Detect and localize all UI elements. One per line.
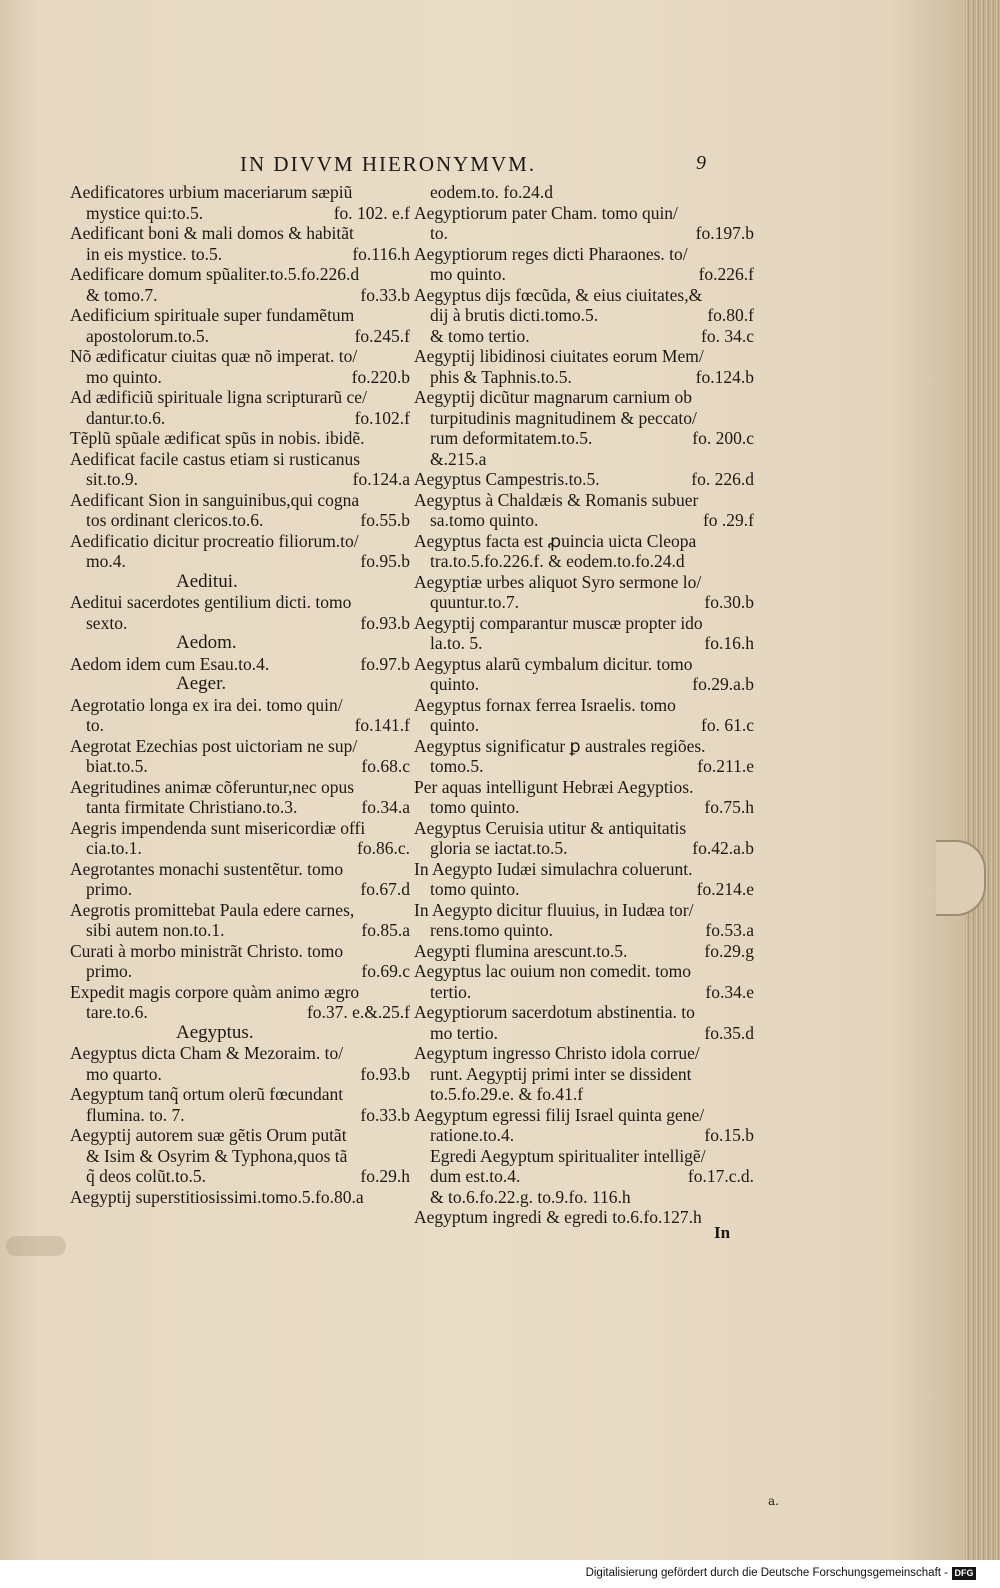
entry-text: in eis mystice. to.5. xyxy=(86,243,223,264)
index-entry-line xyxy=(414,408,754,429)
entry-text: In Aegypto Iudæi simulachra coluerunt. xyxy=(414,858,693,879)
index-entry-line xyxy=(70,900,410,921)
entry-text: Aedom idem cum Esau.to.4. xyxy=(70,653,270,674)
index-entry-line xyxy=(414,695,754,716)
index-entry-line xyxy=(414,1064,754,1085)
index-entry-line xyxy=(414,756,754,777)
entry-text: Aegyptus Campestris.to.5. xyxy=(414,469,600,489)
index-entry-line xyxy=(70,818,410,839)
entry-text: Aegrotis promittebat Paula edere carnes, xyxy=(70,899,355,920)
folio-reference: fo.80.f xyxy=(707,305,754,325)
index-entry-line xyxy=(414,1146,754,1167)
index-entry-line xyxy=(70,408,410,429)
entry-text: tomo.5. xyxy=(430,756,484,776)
index-entry-line xyxy=(70,961,410,982)
index-entry-line xyxy=(414,879,754,900)
index-entry-line xyxy=(70,879,410,900)
page-edges xyxy=(965,0,1000,1560)
index-entry-line xyxy=(414,428,754,449)
index-heading xyxy=(70,674,410,695)
folio-number: 9 xyxy=(696,152,708,174)
entry-text: Aegyptus dijs fœcũda, & eius ciuitates,& xyxy=(414,284,703,305)
entry-text: mo quinto. xyxy=(86,366,162,387)
entry-text: Aegypti flumina arescunt.to.5. xyxy=(414,940,628,961)
index-entry-line xyxy=(70,490,410,511)
entry-text: Aegrotatio longa ex ira dei. tomo quin/ xyxy=(70,694,343,715)
footer-text: Digitalisierung gefördert durch die Deutsche Forschungsgemeinschaft - xyxy=(585,1567,948,1579)
entry-text: Curati à morbo ministrãt Christo. tomo xyxy=(70,940,344,961)
folio-reference: fo.34.e xyxy=(705,981,754,1002)
index-entry-line xyxy=(70,449,410,470)
index-entry-line xyxy=(414,469,754,490)
entry-text: In Aegypto dicitur fluuius, in Iudæa tor/ xyxy=(414,899,694,920)
index-entry-line xyxy=(414,818,754,839)
entry-text: to. xyxy=(430,223,448,243)
folio-reference: fo.226.f xyxy=(698,264,754,284)
folio-reference: fo. 226.d xyxy=(691,469,754,489)
index-entry-line xyxy=(70,654,410,675)
entry-text: Aegyptus facta est ꝓuincia uicta Cleopa xyxy=(414,530,697,551)
entry-text: cia.to.1. xyxy=(86,838,142,858)
index-entry-line xyxy=(70,592,410,613)
folio-reference: fo.102.f xyxy=(354,407,410,428)
index-entry-line xyxy=(70,203,410,224)
index-entry-line xyxy=(70,1084,410,1105)
index-entry-line xyxy=(414,797,754,818)
folio-reference: fo.33.b xyxy=(360,1104,410,1125)
entry-text: Aegyptus alarũ cymbalum dicitur. tomo xyxy=(414,653,693,674)
entry-text: Expedit magis corpore quàm animo ægro xyxy=(70,981,360,1002)
index-entry-line xyxy=(70,182,410,203)
entry-text: Aegyptum tanq̃ ortum olerũ fœcundant xyxy=(70,1084,344,1104)
index-entry-line xyxy=(414,654,754,675)
entry-text: Aegyptus Ceruisia utitur & antiquitatis xyxy=(414,817,687,838)
folio-reference: fo.55.b xyxy=(360,510,410,530)
index-entry-line xyxy=(414,572,754,593)
entry-text: tomo quinto. xyxy=(430,797,520,817)
index-entry-line xyxy=(70,777,410,798)
entry-text: Aegyptij libidinosi ciuitates eorum Mem/ xyxy=(414,346,704,366)
entry-text: Tẽplũ spũale ædificat spũs in nobis. ibidẽ. xyxy=(70,428,365,448)
entry-text: Aegyptus dicta Cham & Mezoraim. to/ xyxy=(70,1043,344,1063)
folio-reference: fo.75.h xyxy=(704,797,754,817)
index-entry-line xyxy=(414,1043,754,1064)
index-entry-line xyxy=(414,941,754,962)
index-entry-line xyxy=(414,346,754,367)
index-entry-line xyxy=(70,326,410,347)
folio-reference: fo.116.h xyxy=(352,243,410,264)
folio-reference: fo. 61.c xyxy=(701,715,754,735)
folio-reference: fo.93.b xyxy=(360,1063,410,1084)
index-entry-line xyxy=(414,982,754,1003)
entry-text: Aegyptum ingredi & egredi to.6.fo.127.h xyxy=(414,1207,702,1227)
entry-text: Aegyptiorum sacerdotum abstinentia. to xyxy=(414,1002,695,1022)
index-entry-line xyxy=(70,695,410,716)
index-entry-line xyxy=(70,1105,410,1126)
folio-reference: fo.95.b xyxy=(360,551,410,571)
entry-text: sibi autem non.to.1. xyxy=(86,920,225,940)
index-entry-line xyxy=(414,182,754,203)
index-entry-line xyxy=(414,1166,754,1187)
page-tab-marker xyxy=(936,840,986,916)
entry-text: Aedom. xyxy=(176,632,237,653)
entry-text: dantur.to.6. xyxy=(86,407,166,428)
page-header xyxy=(240,152,760,180)
entry-text: quuntur.to.7. xyxy=(430,592,519,612)
index-entry-line xyxy=(414,223,754,244)
folio-reference: fo.124.b xyxy=(695,366,754,387)
folio-reference: fo.34.a xyxy=(361,797,410,817)
index-entry-line xyxy=(70,510,410,531)
entry-text: dum est.to.4. xyxy=(430,1166,521,1186)
entry-text: Aegrotat Ezechias post uictoriam ne sup/ xyxy=(70,735,358,756)
entry-text: Aegyptum egressi filij Israel quinta gene/ xyxy=(414,1104,705,1125)
folio-reference: fo.29.h xyxy=(360,1166,410,1186)
entry-text: Aegyptij comparantur muscæ propter ido xyxy=(414,612,703,633)
index-entry-line xyxy=(414,1125,754,1146)
entry-text: tertio. xyxy=(430,981,472,1002)
index-entry-line xyxy=(414,203,754,224)
entry-text: Aedificat facile castus etiam si rusticanus xyxy=(70,448,361,469)
entry-text: Aegyptus à Chaldæis & Romanis subuer xyxy=(414,489,699,510)
folio-reference: fo.69.c xyxy=(361,961,410,981)
index-entry-line xyxy=(414,1187,754,1208)
entry-text: mo tertio. xyxy=(430,1022,499,1043)
index-entry-line xyxy=(70,838,410,859)
entry-text: Aeger. xyxy=(176,673,227,694)
folio-reference: fo.53.a xyxy=(705,920,754,940)
index-entry-line xyxy=(414,449,754,470)
paper-stain xyxy=(6,1236,66,1256)
index-entry-line xyxy=(414,326,754,347)
folio-reference: fo.68.c xyxy=(361,756,410,776)
entry-text: Aegrotantes monachi sustentẽtur. tomo xyxy=(70,858,344,879)
entry-text: Aegyptij autorem suæ gẽtis Orum putãt xyxy=(70,1125,347,1145)
entry-text: biat.to.5. xyxy=(86,756,148,776)
index-entry-line xyxy=(70,756,410,777)
folio-reference: fo.67.d xyxy=(360,879,410,899)
entry-text: sexto. xyxy=(86,612,128,633)
index-heading xyxy=(70,1023,410,1044)
folio-reference: fo. 102. e.f xyxy=(333,202,410,223)
folio-reference: fo.141.f xyxy=(354,715,410,735)
index-entry-line xyxy=(414,1105,754,1126)
index-entry-line xyxy=(70,1002,410,1023)
index-entry-line xyxy=(70,244,410,265)
index-entry-line xyxy=(70,1043,410,1064)
index-entry-line xyxy=(414,920,754,941)
entry-text: tare.to.6. xyxy=(86,1002,148,1022)
entry-text: Aedificatores urbium maceriarum sæpiũ xyxy=(70,182,353,202)
entry-text: & tomo.7. xyxy=(86,284,158,305)
index-entry-line xyxy=(414,285,754,306)
folio-reference: fo.42.a.b xyxy=(692,838,754,858)
index-entry-line xyxy=(70,387,410,408)
index-entry-line xyxy=(70,367,410,388)
entry-text: tanta firmitate Christiano.to.3. xyxy=(86,797,298,817)
index-entry-line xyxy=(70,1187,410,1208)
index-entry-line xyxy=(414,859,754,880)
entry-text: primo. xyxy=(86,961,133,981)
index-entry-line xyxy=(414,592,754,613)
entry-text: Aegyptij dicũtur magnarum carnium ob xyxy=(414,387,692,407)
index-entry-line xyxy=(70,715,410,736)
index-entry-line xyxy=(70,920,410,941)
index-entry-line xyxy=(70,1125,410,1146)
entry-text: Aegyptum ingresso Christo idola corrue/ xyxy=(414,1043,700,1063)
index-entry-line xyxy=(70,1146,410,1167)
folio-reference: fo.30.b xyxy=(704,592,754,612)
entry-text: Per aquas intelligunt Hebræi Aegyptios. xyxy=(414,776,694,797)
entry-text: gloria se iactat.to.5. xyxy=(430,838,568,858)
index-entry-line xyxy=(414,633,754,654)
entry-text: Aegyptiorum pater Cham. tomo quin/ xyxy=(414,202,678,223)
index-entry-line xyxy=(414,736,754,757)
index-entry-line xyxy=(414,387,754,408)
index-entry-line xyxy=(414,1084,754,1105)
folio-reference: fo.124.a xyxy=(352,469,410,489)
entry-text: Egredi Aegyptum spiritualiter intelligẽ/ xyxy=(430,1145,706,1166)
index-entry-line xyxy=(70,613,410,634)
entry-text: Aeditui. xyxy=(176,570,238,592)
entry-text: dij à brutis dicti.tomo.5. xyxy=(430,305,599,325)
entry-text: mo quinto. xyxy=(430,264,506,284)
entry-text: mo quarto. xyxy=(86,1063,162,1084)
index-entry-line xyxy=(414,1207,754,1228)
entry-text: Nõ ædificatur ciuitas quæ nõ imperat. to/ xyxy=(70,346,358,366)
folio-reference: fo.33.b xyxy=(360,284,410,305)
index-column-left xyxy=(70,182,410,1207)
entry-text: ratione.to.4. xyxy=(430,1125,515,1145)
index-entry-line xyxy=(70,1064,410,1085)
entry-text: Aedificare domum spũaliter.to.5.fo.226.d xyxy=(70,264,360,284)
entry-text: rens.tomo quinto. xyxy=(430,920,553,940)
folio-reference: fo.29.g xyxy=(704,940,754,961)
entry-text: sit.to.9. xyxy=(86,469,139,489)
index-entry-line xyxy=(414,551,754,572)
index-heading xyxy=(70,572,410,593)
folio-reference: fo.16.h xyxy=(704,633,754,653)
catchword: In xyxy=(714,1223,731,1242)
index-entry-line xyxy=(414,674,754,695)
entry-text: rum deformitatem.to.5. xyxy=(430,428,593,448)
index-entry-line xyxy=(414,613,754,634)
index-entry-line xyxy=(70,982,410,1003)
index-entry-line xyxy=(70,305,410,326)
entry-text: Aedificium spirituale super fundamẽtum xyxy=(70,305,355,325)
entry-text: quinto. xyxy=(430,715,480,735)
folio-reference: fo.245.f xyxy=(354,325,410,346)
folio-reference: fo.15.b xyxy=(704,1125,754,1145)
folio-reference: fo.220.b xyxy=(351,366,410,387)
folio-reference: fo. 34.c xyxy=(701,325,754,346)
index-entry-line xyxy=(70,469,410,490)
folio-reference: fo.93.b xyxy=(360,612,410,633)
index-entry-line xyxy=(414,305,754,326)
folio-reference: fo.37. e.&.25.f xyxy=(306,1002,410,1022)
index-entry-line xyxy=(70,736,410,757)
folio-reference: fo.17.c.d. xyxy=(687,1166,754,1186)
entry-text: phis & Taphnis.to.5. xyxy=(430,366,572,387)
entry-text: Aedificant boni & mali domos & habitãt xyxy=(70,223,354,243)
index-entry-line xyxy=(414,1023,754,1044)
entry-text: tomo quinto. xyxy=(430,879,520,899)
entry-text: Aegyptus. xyxy=(176,1021,254,1043)
index-entry-line xyxy=(414,490,754,511)
index-entry-line xyxy=(70,797,410,818)
index-entry-line xyxy=(414,777,754,798)
dfg-logo: DFG xyxy=(952,1567,976,1580)
entry-text: eodem.to. fo.24.d xyxy=(430,182,553,202)
index-entry-line xyxy=(414,1002,754,1023)
index-entry-line xyxy=(70,346,410,367)
digitization-footer xyxy=(0,1560,1000,1588)
index-entry-line xyxy=(414,900,754,921)
entry-text: q̃ deos colũt.to.5. xyxy=(86,1166,207,1186)
index-entry-line xyxy=(414,715,754,736)
index-entry-line xyxy=(70,551,410,572)
entry-text: tos ordinant clericos.to.6. xyxy=(86,510,264,530)
index-entry-line xyxy=(414,838,754,859)
index-entry-line xyxy=(414,531,754,552)
index-heading xyxy=(70,633,410,654)
index-entry-line xyxy=(70,531,410,552)
entry-text: Aegyptiorum reges dicti Pharaones. to/ xyxy=(414,243,688,264)
entry-text: to. xyxy=(86,715,104,735)
entry-text: Aedificatio dicitur procreatio filiorum.to/ xyxy=(70,530,359,551)
index-entry-line xyxy=(70,223,410,244)
entry-text: Ad ædificiũ spirituale ligna scripturarũ ce/ xyxy=(70,387,367,407)
folio-reference: fo.29.a.b xyxy=(692,674,754,694)
entry-text: mystice qui:to.5. xyxy=(86,202,204,223)
entry-text: Aeditui sacerdotes gentilium dicti. tomo xyxy=(70,592,352,612)
folio-reference: fo.211.e xyxy=(697,756,754,776)
index-entry-line xyxy=(70,285,410,306)
signature-mark: a. xyxy=(768,1494,779,1508)
index-entry-line xyxy=(70,264,410,285)
folio-reference: fo.214.e xyxy=(696,879,754,899)
entry-text: tra.to.5.fo.226.f. & eodem.to.fo.24.d xyxy=(430,551,685,571)
entry-text: turpitudinis magnitudinem & peccato/ xyxy=(430,407,697,428)
entry-text: Aegyptus fornax ferrea Israelis. tomo xyxy=(414,694,676,715)
entry-text: Aegritudines animæ cõferuntur,nec opus xyxy=(70,776,355,797)
folio-reference: fo.86.c. xyxy=(357,838,410,858)
entry-text: Aegyptij superstitiosissimi.tomo.5.fo.80.a xyxy=(70,1186,364,1207)
index-entry-line xyxy=(414,367,754,388)
entry-text: & to.6.fo.22.g. to.9.fo. 116.h xyxy=(430,1186,631,1207)
running-title: IN DIVVM HIERONYMVM. xyxy=(240,152,537,176)
entry-text: Aegris impendenda sunt misericordiæ offi xyxy=(70,817,366,838)
index-entry-line xyxy=(70,1166,410,1187)
folio-reference: fo.85.a xyxy=(361,920,410,940)
folio-reference: fo.35.d xyxy=(704,1022,754,1043)
index-entry-line xyxy=(414,244,754,265)
entry-text: &.215.a xyxy=(430,448,487,469)
entry-text: Aedificant Sion in sanguinibus,qui cogna xyxy=(70,489,360,510)
entry-text: Aegyptus significatur ꝑ australes regiões. xyxy=(414,735,706,756)
entry-text: apostolorum.to.5. xyxy=(86,325,209,346)
entry-text: Aegyptiæ urbes aliquot Syro sermone lo/ xyxy=(414,571,702,592)
entry-text: & tomo tertio. xyxy=(430,325,530,346)
entry-text: runt. Aegyptij primi inter se dissident xyxy=(430,1063,692,1084)
entry-text: flumina. to. 7. xyxy=(86,1104,185,1125)
entry-text: to.5.fo.29.e. & fo.41.f xyxy=(430,1084,584,1104)
entry-text: primo. xyxy=(86,879,133,899)
folio-reference: fo. 200.c xyxy=(692,428,754,448)
index-entry-line xyxy=(70,428,410,449)
entry-text: mo.4. xyxy=(86,551,126,571)
entry-text: sa.tomo quinto. xyxy=(430,510,539,530)
index-column-right xyxy=(414,182,754,1228)
entry-text: quinto. xyxy=(430,674,480,694)
index-entry-line xyxy=(70,941,410,962)
index-entry-line xyxy=(414,264,754,285)
index-entry-line xyxy=(414,510,754,531)
folio-reference: fo.197.b xyxy=(695,223,754,243)
index-entry-line xyxy=(414,961,754,982)
folio-reference: fo.97.b xyxy=(360,653,410,674)
index-entry-line xyxy=(70,859,410,880)
entry-text: & Isim & Osyrim & Typhona,quos tã xyxy=(86,1145,348,1166)
folio-reference: fo .29.f xyxy=(702,510,754,530)
entry-text: Aegyptus lac ouium non comedit. tomo xyxy=(414,961,692,981)
entry-text: la.to. 5. xyxy=(430,633,483,653)
